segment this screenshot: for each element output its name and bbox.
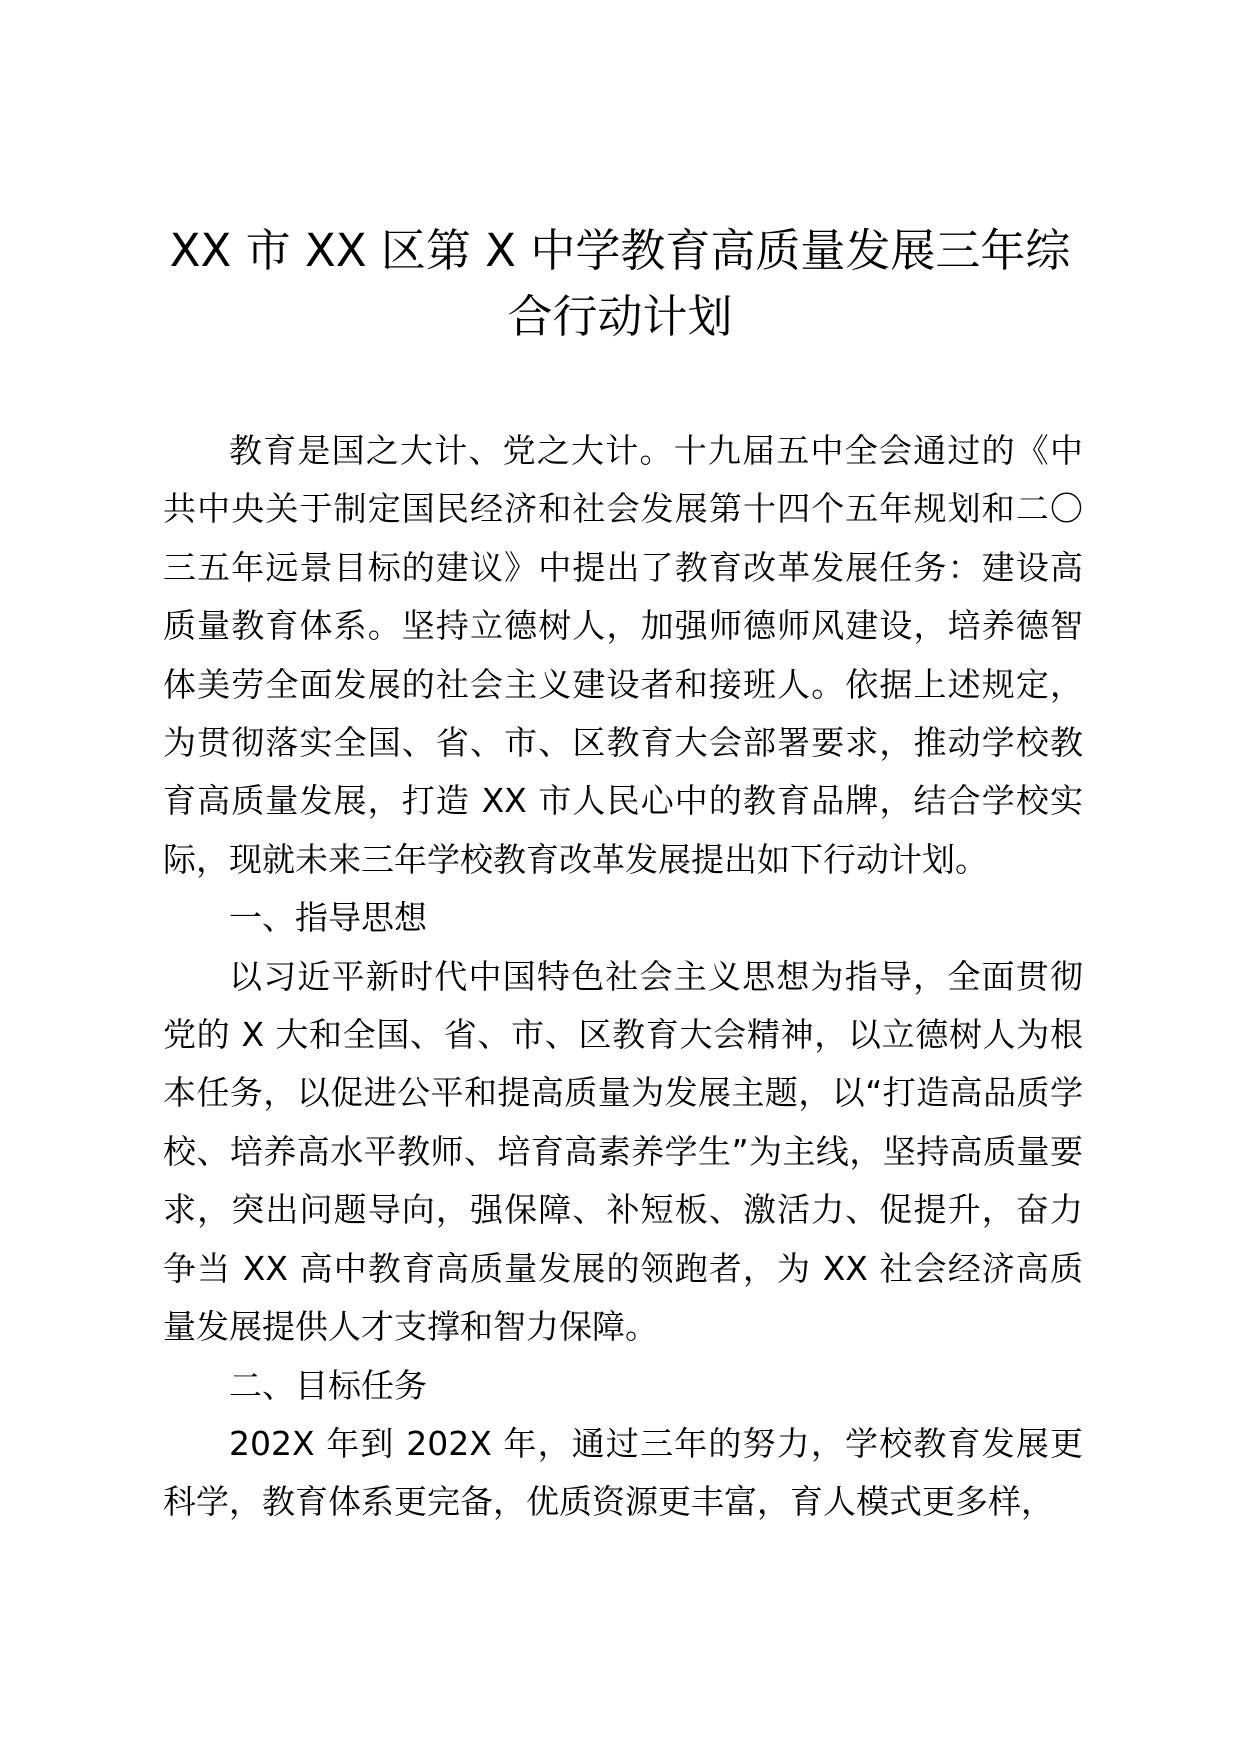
document-title: XX 市 XX 区第 X 中学教育高质量发展三年综合行动计划 <box>169 224 1071 343</box>
guiding-ideology-paragraph: 以习近平新时代中国特色社会主义思想为指导，全面贯彻党的 X 大和全国、省、市、区教育大会精神，以立德树人为根本任务，以促进公平和提高质量为发展主题，以“打造高品质学校、培养高水平教师、培育高素养学生”为主线，坚持高质量要求，突出问题导向，强保障、补短板、激活力、促提升，奋力争当 XX 高中教育高质量发展的领跑者，为 XX 社会经济高质量发展提供人才支撑和智力保障。 <box>163 956 1083 1347</box>
section-heading-guiding-ideology: 一、指导思想 <box>229 898 427 938</box>
document-body <box>163 422 1083 1532</box>
intro-paragraph: 教育是国之大计、党之大计。十九届五中全会通过的《中共中央关于制定国民经济和社会发展第十四个五年规划和二〇三五年远景目标的建议》中提出了教育改革发展任务：建设高质量教育体系。坚持立德树人，加强师德师风建设，培养德智体美劳全面发展的社会主义建设者和接班人。依据上述规定，为贯彻落实全国、省、市、区教育大会部署要求，推动学校教育高质量发展，打造 XX 市人民心中的教育品牌，结合学校实际，现就未来三年学校教育改革发展提出如下行动计划。 <box>163 431 1083 879</box>
goals-tasks-paragraph: 202X 年到 202X 年，通过三年的努力，学校教育发展更科学，教育体系更完备，优质资源更丰富，育人模式更多样， <box>163 1423 1083 1522</box>
section-heading-goals-tasks: 二、目标任务 <box>229 1365 427 1405</box>
